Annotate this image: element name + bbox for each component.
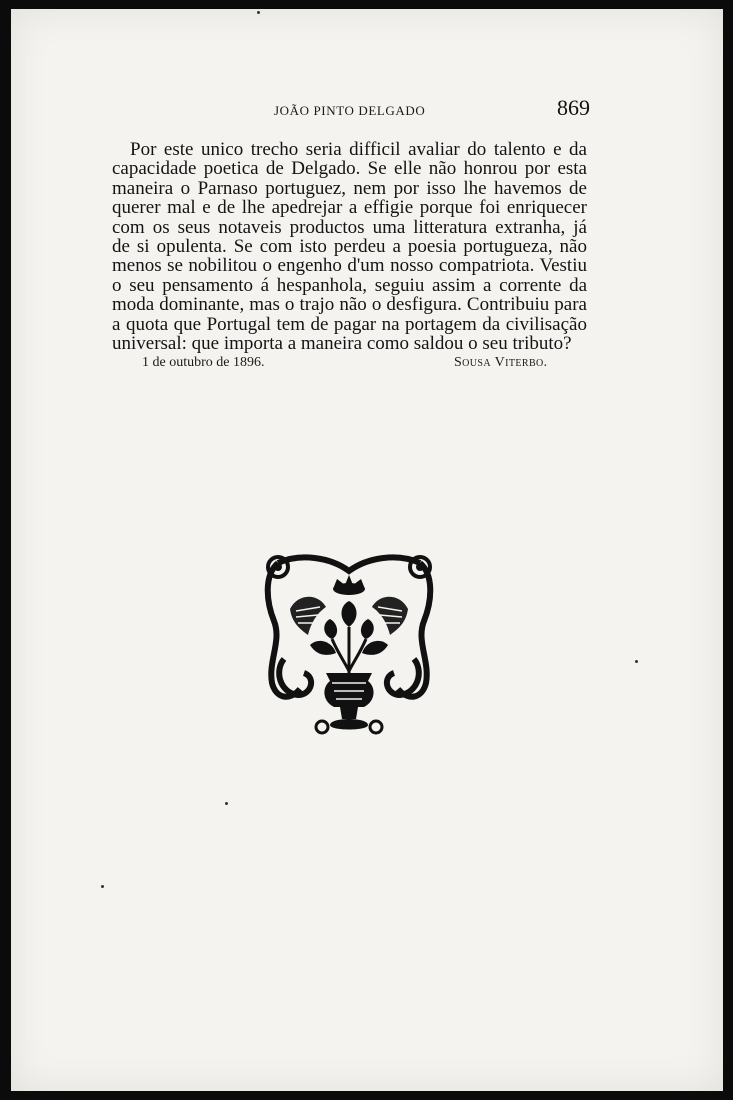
- book-page: [11, 9, 723, 1091]
- text-line: com os seus notaveis productos uma litteratura extranha, já: [112, 216, 587, 238]
- text-line: maneira o Parnaso portuguez, nem por isso lhe havemos de: [112, 177, 587, 199]
- page-number: 869: [557, 95, 590, 120]
- text-line: capacidade poetica de Delgado. Se elle não honrou por esta: [112, 158, 587, 180]
- text-line: universal: que importa a maneira como saldou o seu tributo?: [112, 333, 572, 355]
- text-line: a quota que Portugal tem de pagar na portagem da civilisação: [112, 313, 587, 335]
- paper-speck: [225, 802, 228, 805]
- author-signature: Sousa Viterbo.: [454, 355, 548, 370]
- text-line: de si opulenta. Se com isto perdeu a poesia portugueza, não: [112, 236, 587, 258]
- signoff: [11, 355, 723, 377]
- body-paragraph: [112, 140, 587, 353]
- paper-speck: [101, 885, 104, 888]
- text-line: menos se nobilitou o engenho d'um nosso compatriota. Vestiu: [112, 255, 587, 277]
- running-title: JOÃO PINTO DELGADO: [274, 103, 426, 118]
- text-line: Por este unico trecho seria difficil avaliar do talento e da: [130, 139, 587, 160]
- date-line: 1 de outubro de 1896.: [142, 355, 265, 370]
- text-line: moda dominante, mas o trajo não o desfigura. Contribuiu para: [112, 294, 587, 316]
- paper-speck: [635, 660, 638, 663]
- text-line: o seu pensamento á hespanhola, seguiu assim a corrente da: [112, 274, 587, 296]
- text-line: querer mal e de lhe apedrejar a effigie porque foi enriquecer: [112, 197, 587, 219]
- running-head: [11, 95, 723, 125]
- floral-vase-woodcut-icon: [260, 549, 438, 741]
- paper-speck: [257, 11, 260, 14]
